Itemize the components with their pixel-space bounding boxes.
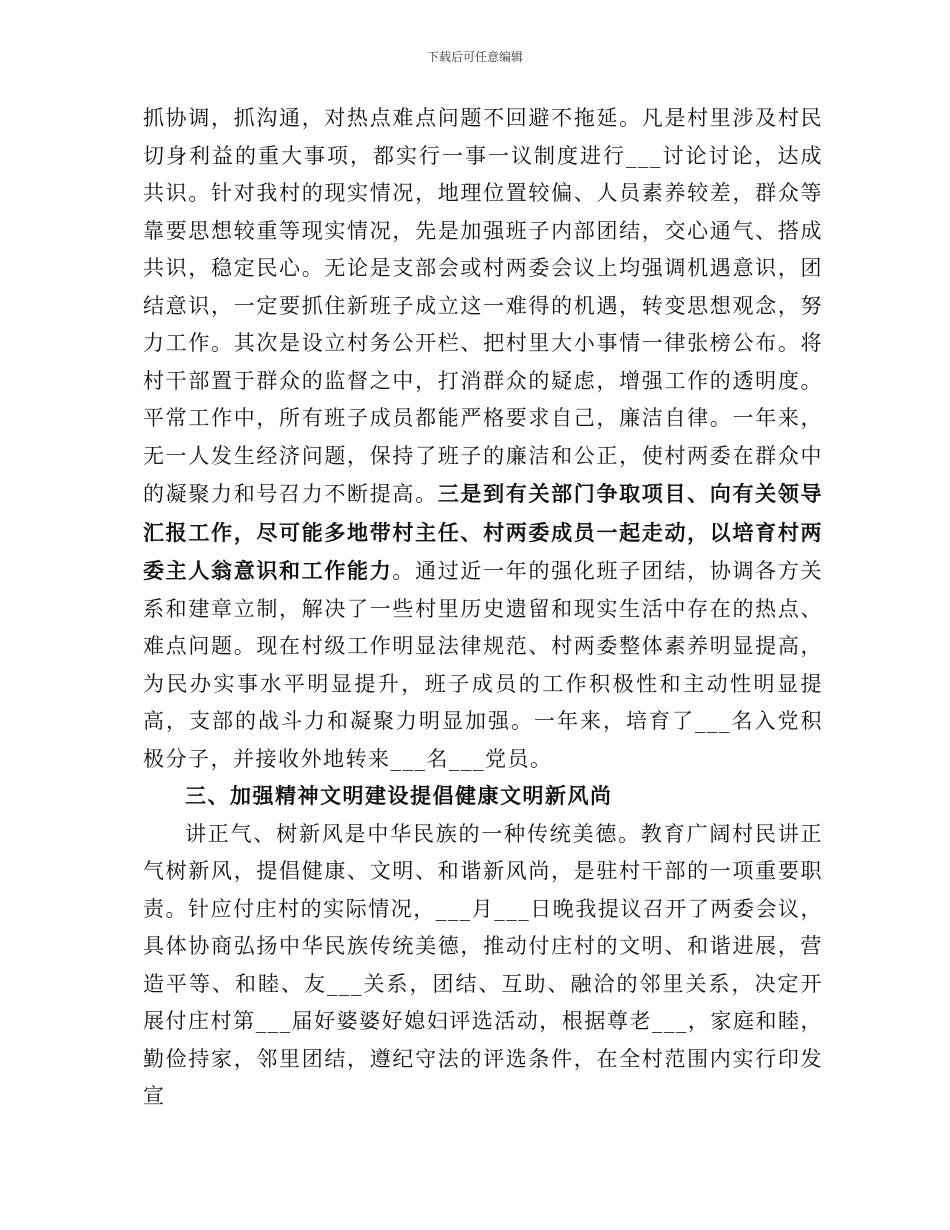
paragraph-team-building	[143, 100, 823, 778]
paragraph-text-tail: 。通过近一年的强化班子团结，协调各方关系和建章立制，解决了一些村里历史遗留和现实生活中存在的热点、难点问题。现在村级工作明显法律规范、村两委整体素养明显提高，为民办实事水平明显提升，班子成员的工作积极性和主动性明显提高，支部的战斗力和凝聚力明显加强。一年来，培育了___名入党积极分子，并接收外地转来___名___党员。	[143, 559, 824, 771]
bold-emphasis-text: 三是到有关部门争取项目、向有关领导汇报工作，尽可能多地带村主任、村两委成员一起走动，以培育村两委主人翁意识和工作能力	[143, 481, 824, 583]
section-heading: 三、加强精神文明建设提倡健康文明新风尚	[185, 784, 613, 808]
page-header-note: 下载后可任意编辑	[426, 50, 523, 64]
paragraph-civilization: 讲正气、树新风是中华民族的一种传统美德。教育广阔村民讲正气树新风，提倡健康、文明、和谐新风尚，是驻村干部的一项重要职责。针应付庄村的实际情况，___月___日晚我提议召开了两委会议，具体协商弘扬中华民族传统美德，推动付庄村的文明、和谐进展，营造平等、和睦、友___关系，团结、互助、融洽的邻里关系，决定开展付庄村第___届好婆婆好媳妇评选活动，根据尊老___，家庭和睦，勤俭持家，邻里团结，遵纪守法的评选条件，在全村范围内实行印发宣	[143, 821, 823, 1108]
document-body	[143, 100, 823, 1116]
paragraph-text: 抓协调，抓沟通，对热点难点问题不回避不拖延。凡是村里涉及村民切身利益的重大事项，都实行一事一议制度进行___讨论讨论，达成共识。针对我村的现实情况，地理位置较偏、人员素养较差，群众等靠要思想较重等现实情况，先是加强班子内部团结，交心通气、搭成共识，稳定民心。无论是支部会或村两委会议上均强调机遇意识，团结意识，一定要抓住新班子成立这一难得的机遇，转变思想观念，努力工作。其次是设立村务公开栏、把村里大小事情一律张榜公布。将村干部置于群众的监督之中，打消群众的疑虑，增强工作的透明度。平常工作中，所有班子成员都能严格要求自己，廉洁自律。一年来，无一人发生经济问题，保持了班子的廉洁和公正，使村两委在群众中的凝聚力和号召力不断提高。	[143, 106, 823, 506]
